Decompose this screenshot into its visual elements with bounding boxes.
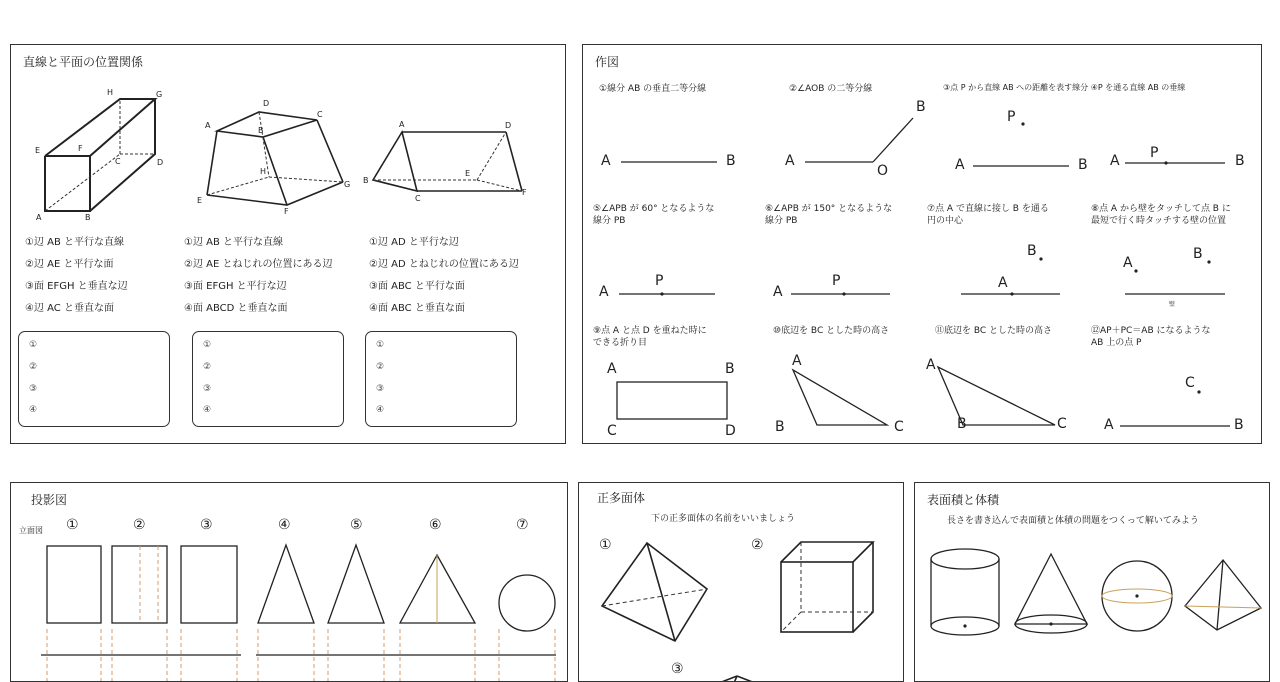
point-label: A bbox=[955, 157, 965, 173]
point-label: B bbox=[957, 416, 967, 432]
question-list bbox=[25, 236, 128, 324]
panel-polyhedra bbox=[578, 482, 904, 682]
question-item: ③面 ABC と平行な面 bbox=[369, 281, 465, 292]
point-label: A bbox=[1110, 153, 1120, 169]
construction-item: ⑤∠APB が 60° となるような 線分 PB bbox=[593, 204, 715, 227]
construction-item: ⑧点 A から壁をタッチして点 B に 最短で行く時タッチする壁の位置 bbox=[1091, 204, 1231, 227]
vertex-label: F bbox=[284, 207, 289, 216]
point-label: B bbox=[1235, 153, 1245, 169]
figure-number: ① bbox=[599, 537, 612, 553]
vertex-label: H bbox=[107, 88, 114, 97]
point-label: C bbox=[894, 419, 904, 435]
row-label: 立面図 bbox=[19, 526, 43, 535]
question-item: ④面 ABCD と垂直な面 bbox=[184, 303, 288, 314]
figure-number: ⑤ bbox=[350, 517, 363, 533]
point-label: D bbox=[725, 423, 736, 439]
point-label: A bbox=[998, 275, 1008, 291]
figure-number: ③ bbox=[671, 661, 684, 677]
point-label: B bbox=[916, 99, 926, 115]
vertex-label: A bbox=[36, 213, 42, 222]
point-label: P bbox=[1007, 109, 1016, 125]
solid-figures bbox=[915, 483, 1270, 682]
point-label: B bbox=[775, 419, 785, 435]
question-item: ①辺 AB と平行な直線 bbox=[184, 237, 284, 248]
vertex-label: E bbox=[197, 196, 203, 205]
construction-item: ⑩底辺を BC とした時の高さ bbox=[773, 326, 890, 336]
point-label: O bbox=[877, 163, 889, 179]
vertex-label: F bbox=[78, 144, 83, 153]
question-item: ④面 ABC と垂直な面 bbox=[369, 303, 465, 314]
polyhedra-figures bbox=[579, 483, 904, 682]
question-item: ②辺 AD とねじれの位置にある辺 bbox=[369, 259, 519, 270]
figure-number: ③ bbox=[200, 517, 213, 533]
question-item: ③面 EFGH と平行な辺 bbox=[184, 281, 287, 292]
figure-number: ② bbox=[751, 537, 764, 553]
panel-surface-volume bbox=[914, 482, 1270, 682]
point-label: A bbox=[607, 361, 617, 377]
vertex-label: E bbox=[465, 169, 471, 178]
panel-subtitle: 下の正多面体の名前をいいましょう bbox=[651, 514, 796, 524]
point-label: A bbox=[785, 153, 795, 169]
triangular-prism-figure bbox=[11, 45, 566, 245]
question-item: ①辺 AD と平行な辺 bbox=[369, 237, 459, 248]
wall-label: 壁 bbox=[1169, 301, 1176, 308]
vertex-label: G bbox=[344, 180, 351, 189]
point-label: A bbox=[926, 357, 936, 373]
question-item: ①辺 AB と平行な直線 bbox=[25, 237, 125, 248]
answer-box[interactable]: ① ② ③ ④ bbox=[365, 331, 517, 427]
construction-item: ①線分 AB の垂直二等分線 bbox=[599, 84, 707, 94]
vertex-label: A bbox=[399, 120, 405, 129]
vertex-label: C bbox=[317, 110, 323, 119]
figure-number: ⑦ bbox=[516, 517, 529, 533]
panel-title: 直線と平面の位置関係 bbox=[23, 55, 144, 69]
panel-title: 作図 bbox=[595, 55, 620, 69]
vertex-label: F bbox=[522, 188, 527, 197]
point-label: B bbox=[1193, 246, 1203, 262]
panel-title: 表面積と体積 bbox=[927, 493, 1000, 507]
vertex-label: G bbox=[156, 90, 163, 99]
vertex-label: D bbox=[263, 99, 270, 108]
question-item: ④辺 AC と垂直な面 bbox=[25, 303, 114, 314]
vertex-label: C bbox=[415, 194, 421, 203]
point-label: C bbox=[607, 423, 617, 439]
point-label: C bbox=[1057, 416, 1067, 432]
vertex-label: B bbox=[85, 213, 91, 222]
question-item: ③面 EFGH と垂直な辺 bbox=[25, 281, 128, 292]
question-list bbox=[184, 236, 332, 324]
point-label: B bbox=[1027, 243, 1037, 259]
point-label: B bbox=[725, 361, 735, 377]
point-label: A bbox=[792, 353, 802, 369]
point-label: A bbox=[601, 153, 611, 169]
question-list bbox=[369, 236, 519, 324]
point-label: C bbox=[1185, 375, 1195, 391]
figure-number: ② bbox=[133, 517, 146, 533]
construction-item: ⑥∠APB が 150° となるような 線分 PB bbox=[765, 204, 893, 227]
construction-item: ⑫AP＋PC＝AB になるような AB 上の点 P bbox=[1091, 326, 1211, 349]
panel-construction bbox=[582, 44, 1262, 444]
construction-item: ③点 P から直線 AB への距離を表す線分 ④P を通る直線 AB の垂線 bbox=[943, 83, 1186, 92]
point-label: A bbox=[1123, 255, 1133, 271]
vertex-label: A bbox=[205, 121, 211, 130]
point-label: B bbox=[1234, 417, 1244, 433]
construction-item: ⑨点 A と点 D を重ねた時に できる折り目 bbox=[593, 326, 707, 349]
point-label: P bbox=[832, 273, 841, 289]
figure-number: ① bbox=[66, 517, 79, 533]
vertex-label: B bbox=[363, 176, 369, 185]
vertex-label: D bbox=[157, 158, 164, 167]
vertex-label: D bbox=[505, 121, 512, 130]
answer-box[interactable]: ① ② ③ ④ bbox=[18, 331, 170, 427]
panel-title: 正多面体 bbox=[597, 491, 646, 505]
vertex-label: H bbox=[260, 167, 267, 176]
answer-box[interactable]: ① ② ③ ④ bbox=[192, 331, 344, 427]
point-label: A bbox=[599, 284, 609, 300]
projection-figures bbox=[11, 483, 568, 682]
point-label: A bbox=[1104, 417, 1114, 433]
point-label: B bbox=[1078, 157, 1088, 173]
question-item: ②辺 AE と平行な面 bbox=[25, 259, 114, 270]
vertex-label: E bbox=[35, 146, 41, 155]
panel-subtitle: 長さを書き込んで表面積と体積の問題をつくって解いてみよう bbox=[947, 516, 1199, 526]
vertex-label: B bbox=[258, 126, 264, 135]
vertex-label: C bbox=[115, 157, 121, 166]
point-label: B bbox=[726, 153, 736, 169]
construction-item: ⑦点 A で直線に接し B を通る 円の中心 bbox=[927, 204, 1049, 227]
point-label: P bbox=[1150, 145, 1159, 161]
figure-number: ④ bbox=[278, 517, 291, 533]
construction-item: ⑪底辺を BC とした時の高さ bbox=[935, 326, 1053, 336]
panel-projection bbox=[10, 482, 568, 682]
point-label: A bbox=[773, 284, 783, 300]
figure-number: ⑥ bbox=[429, 517, 442, 533]
construction-item: ②∠AOB の二等分線 bbox=[789, 84, 873, 94]
panel-line-plane bbox=[10, 44, 566, 444]
point-label: P bbox=[655, 273, 664, 289]
panel-title: 投影図 bbox=[31, 493, 68, 507]
question-item: ②辺 AE とねじれの位置にある辺 bbox=[184, 259, 333, 270]
